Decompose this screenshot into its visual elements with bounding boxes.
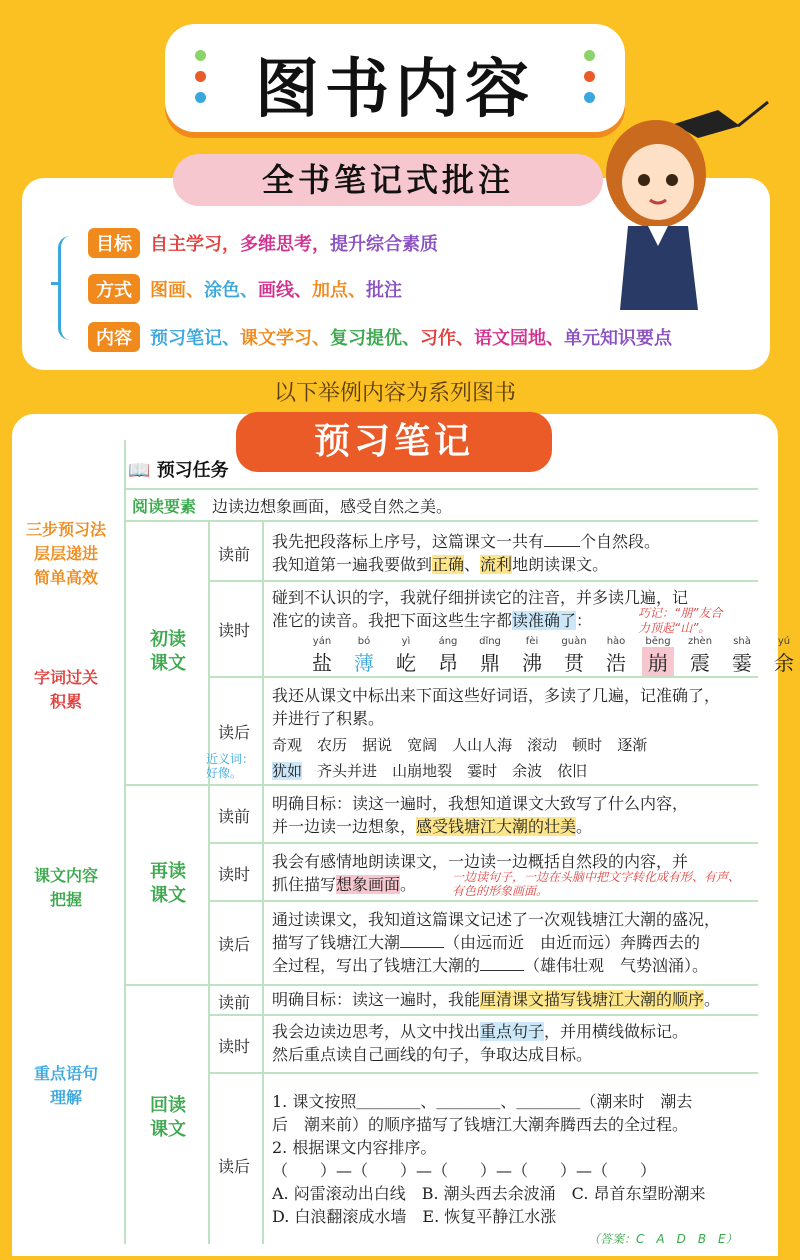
decor-dots-right	[584, 50, 595, 103]
grid-line	[208, 676, 758, 678]
grid-line	[124, 984, 758, 986]
grid-line	[208, 842, 758, 844]
section-head: 📖 预习任务	[128, 460, 229, 481]
text-block: 1. 课文按照＿＿＿＿、＿＿＿＿、＿＿＿＿（潮来时 潮去 后 潮来前）的顺序描写了钱塘江大潮奔腾西去的全过程。 2. 根据课文内容排序。 （ ）—（ ）—（ ）—（ ）—（ ） A. 闷雷滚动出白线 B. 潮头西去余波涌 C. 昂首东望盼潮来 D. 白浪翻滚成水墙 E. 恢复平静江水涨	[272, 1092, 706, 1226]
text-block: 明确目标：读这一遍时，我想知道课文大致写了什么内容， 并一边读一边想象，感受钱塘江大潮的壮美。	[272, 794, 689, 836]
grid-line	[124, 784, 758, 786]
text-block: 碰到不认识的字，我就仔细拼读它的注音，并多读几遍，记 准它的读音。我把下面这些生字都读准确了：	[272, 588, 689, 630]
text-block: 明确目标：读这一遍时，我能厘清课文描写钱塘江大潮的顺序。	[272, 990, 721, 1009]
margin-note: 巧记：“朋”友合 力顶起“山”。	[638, 606, 723, 635]
goal-row	[88, 228, 438, 258]
margin-note: 近义词： 好像。	[206, 752, 255, 780]
content-text: 预习笔记、课文学习、复习提优、习作、语文园地、单元知识要点	[150, 328, 672, 349]
word-list: 奇观 农历 据说 宽阔 人山人海 滚动 顿时 逐渐	[272, 736, 648, 754]
text-block: 我会边读边思考，从文中找出重点句子，并用横线做标记。 然后重点读自己画线的句子，争取达成目标。	[272, 1022, 689, 1064]
phase-review: 回读 课文	[150, 1095, 186, 1140]
side-label-content: 课文内容 把握	[33, 866, 98, 909]
side-label-sentences: 重点语句 理解	[33, 1064, 98, 1107]
example-note: 以下举例内容为系列图书	[273, 381, 516, 406]
section-banner: 预习笔记	[236, 412, 552, 472]
pinyin-row: yán 盐 bó 薄 yì 屹 áng 昂 dǐng 鼎 fèi 沸 guàn 贯 hào 浩 bēng 崩 zhèn 震 shà 霎 yú 余	[312, 636, 794, 675]
brace	[58, 236, 76, 340]
side-label-words: 字词过关 积累	[33, 668, 98, 711]
text-block: 我会有感情地朗读课文，一边读一边概括自然段的内容，并 抓住描写想象画面。	[272, 852, 689, 894]
content-row	[88, 322, 672, 352]
grid-line	[208, 900, 758, 902]
sub-label: 读后	[217, 723, 250, 742]
text-block: 我先把段落标上序号，这篇课文一共有 个自然段。 我知道第一遍我要做到正确、流利地朗读课文。	[272, 532, 661, 574]
word-list: 犹如 齐头并进 山崩地裂 霎时 余波 依旧	[272, 762, 588, 780]
grid-line	[124, 488, 758, 490]
girl-illustration	[598, 96, 788, 316]
reading-req-label: 阅读要素	[132, 497, 197, 516]
sub-label: 读前	[217, 545, 250, 564]
sub-label: 读时	[217, 621, 250, 640]
title-banner	[165, 24, 625, 132]
method-tag: 方式	[88, 274, 140, 304]
text-block: 我还从课文中标出来下面这些好词语，多读了几遍，记准确了， 并进行了积累。	[272, 686, 721, 728]
grid-line	[124, 520, 758, 522]
sub-label: 读前	[217, 993, 250, 1012]
content-tag: 内容	[88, 322, 140, 352]
subtitle: 全书笔记式批注	[173, 154, 603, 206]
reading-req: 边读边想象画面，感受自然之美。	[212, 497, 453, 516]
grid-line	[208, 1014, 758, 1016]
method-text: 图画、涂色、画线、加点、批注	[150, 280, 402, 301]
sub-label: 读前	[217, 807, 250, 826]
answer-note: （答案：C A D B E）	[588, 1232, 738, 1246]
grid-line	[124, 440, 126, 1244]
grid-line	[208, 1072, 758, 1074]
grid-line	[262, 520, 264, 1244]
sub-label: 读后	[217, 935, 250, 954]
side-label-method: 三步预习法 层层递进 简单高效	[25, 520, 106, 587]
method-row	[88, 274, 402, 304]
sub-label: 读时	[217, 865, 250, 884]
sub-label: 读时	[217, 1037, 250, 1056]
text-block: 通过读课文，我知道这篇课文记述了一次观钱塘江大潮的盛况， 描写了钱塘江大潮 （由远而近 由近而远）奔腾西去的 全过程，写出了钱塘江大潮的 （雄伟壮观 气势汹涌）。	[272, 910, 721, 975]
goal-text: 自主学习，多维思考，提升综合素质	[150, 234, 438, 255]
phase-first: 初读 课文	[150, 629, 186, 674]
margin-note: 一边读句子，一边在头脑中把文字转化成有形、有声、 有色的形象画面。	[452, 870, 741, 898]
page-title: 图书内容	[255, 53, 535, 127]
phase-second: 再读 课文	[150, 861, 186, 906]
grid-line	[208, 580, 758, 582]
sub-label: 读后	[217, 1157, 250, 1176]
goal-tag: 目标	[88, 228, 140, 258]
